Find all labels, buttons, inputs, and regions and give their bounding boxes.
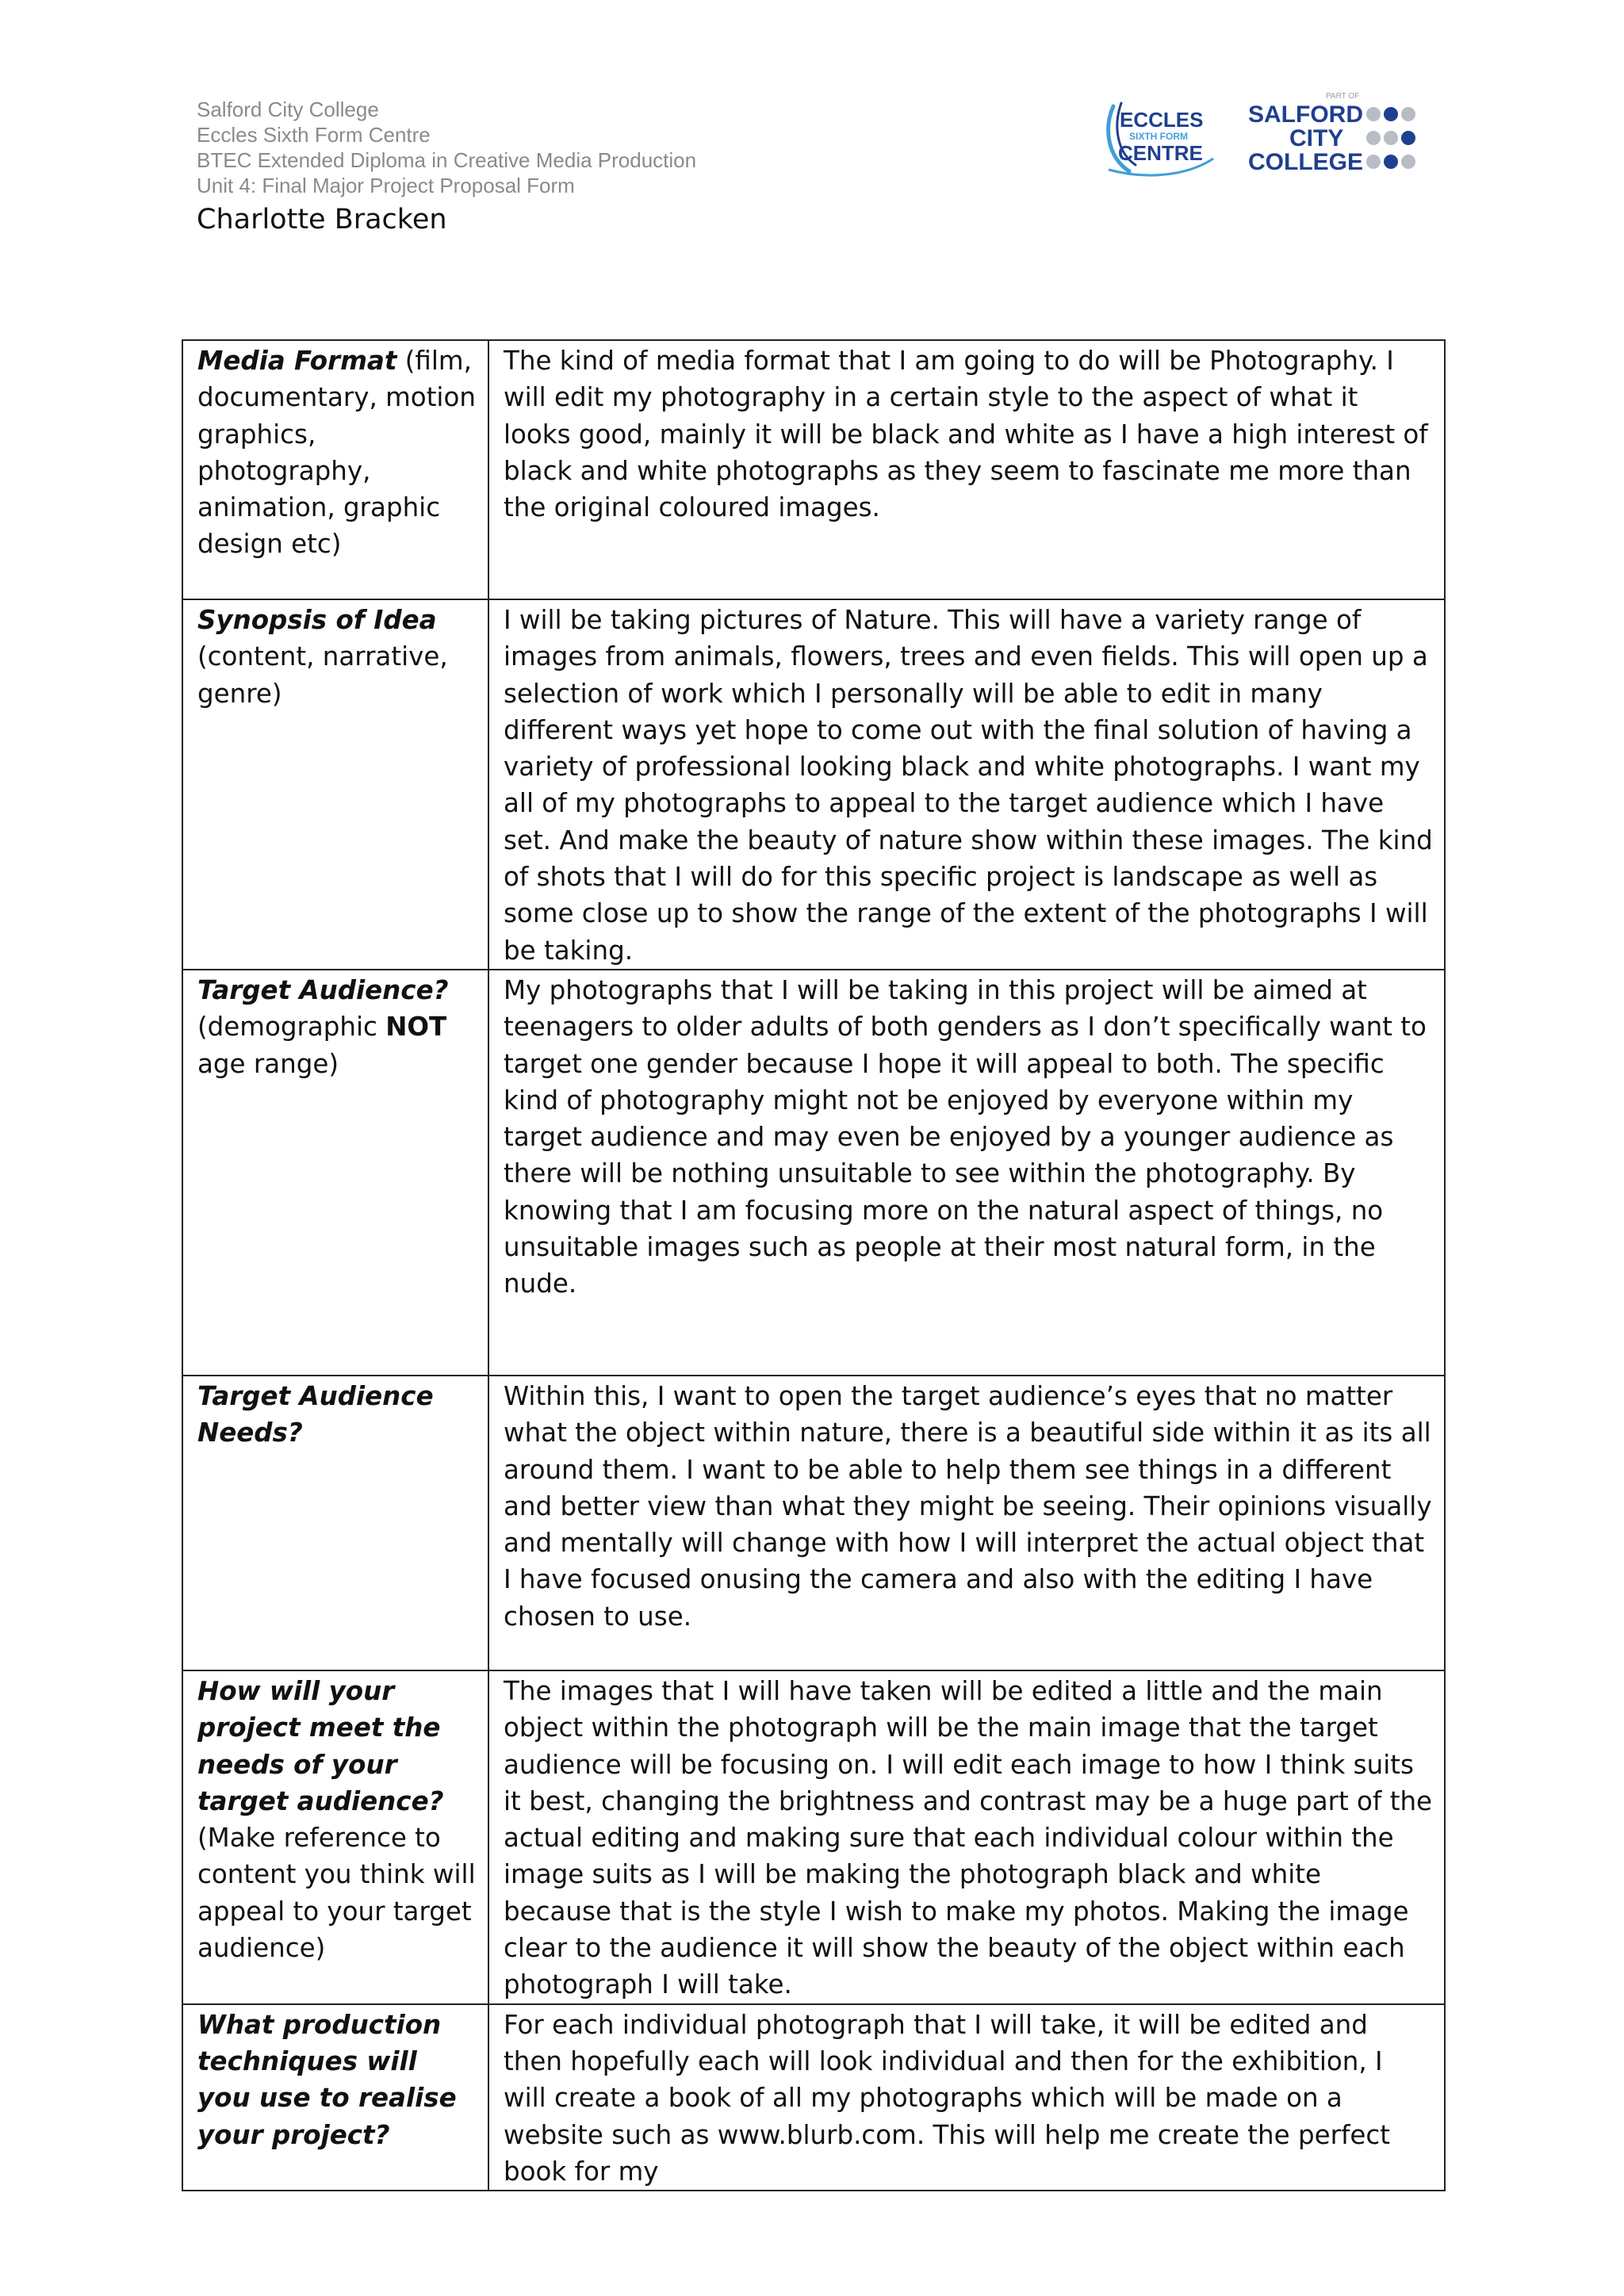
salford-logo-line1: SALFORD bbox=[1248, 101, 1363, 128]
label-meet-needs bbox=[182, 1670, 488, 2004]
label-media-format bbox=[182, 340, 488, 599]
logo-dot bbox=[1384, 107, 1398, 121]
label-strong: Media Format bbox=[197, 346, 397, 376]
answer-production-techniques: For each individual photograph that I will take, it will be edited and then hopefully each will look individual and then for the exhibition, I will create a book of all my photographs which will be made on a website such as www.blurb.com. This will help me create the perfect book for my bbox=[488, 2004, 1445, 2191]
label-rest: (Make reference to content you think will appeal to your target audience) bbox=[197, 1823, 476, 1964]
unit-title: Unit 4: Final Major Project Proposal Form bbox=[197, 174, 575, 197]
salford-logo-small: PART OF bbox=[1326, 92, 1360, 101]
label-rest: (content, narrative, genre) bbox=[197, 641, 448, 709]
eccles-logo-line3: CENTRE bbox=[1118, 141, 1203, 165]
logo-dot bbox=[1366, 155, 1381, 169]
label-strong: Synopsis of Idea bbox=[197, 605, 437, 635]
table-row-media-format bbox=[182, 340, 1445, 599]
table-row-production-techniques bbox=[182, 2004, 1445, 2191]
salford-logo-line2: CITY bbox=[1289, 125, 1344, 151]
document-header bbox=[197, 97, 990, 238]
label-strong: What production techniques will you use to realise your project? bbox=[197, 2009, 457, 2150]
label-audience-needs bbox=[182, 1376, 488, 1670]
course-name: BTEC Extended Diploma in Creative Media Production bbox=[197, 148, 697, 172]
answer-meet-needs: The images that I will have taken will be edited a little and the main object within the photograph will be the main image that the target audience will be focusing on. I will edit each image to how I think suits it best, changing the brightness and contrast may be a huge part of the actual editing and making sure that each individual colour within the image suits as I will be making the photograph black and white because that is the style I wish to make my photos. Making the image clear to the audience it will show the beauty of the object within each photograph I will take. bbox=[488, 1670, 1445, 2004]
logo-dot bbox=[1366, 107, 1381, 121]
eccles-logo-line2: SIXTH FORM bbox=[1129, 131, 1188, 142]
logo-dot bbox=[1401, 131, 1415, 145]
college-logos bbox=[1102, 87, 1435, 182]
label-strong: Target Audience Needs? bbox=[197, 1380, 434, 1448]
college-name: Salford City College bbox=[197, 98, 379, 121]
label-strong: Target Audience? bbox=[197, 974, 449, 1005]
author-name: Charlotte Bracken bbox=[197, 204, 447, 235]
answer-target-audience: My photographs that I will be taking in this project will be aimed at teenagers to older adults of both genders as I don’t specifically want to target one gender because I hope it will appeal to both. The specific kind of photography might not be enjoyed by everyone within my target audience and may even be enjoyed by a younger audience as there will be nothing unsuitable to see within the photography. By knowing that I am focusing more on the natural aspect of things, no unsuitable images such as people at their most natural form, in the nude. bbox=[488, 970, 1445, 1376]
proposal-form-table bbox=[182, 339, 1446, 2191]
label-emphasis: NOT bbox=[385, 1012, 447, 1043]
answer-media-format: The kind of media format that I am going to do will be Photography. I will edit my photography in a certain style to the aspect of what it looks good, mainly it will be black and white as I have a high interest of black and white photographs as they seem to fascinate me more than the original coloured images. bbox=[488, 340, 1445, 599]
table-row-audience-needs bbox=[182, 1376, 1445, 1670]
label-rest: (film, documentary, motion graphics, photography, animation, graphic design etc) bbox=[197, 346, 476, 560]
label-rest: age range) bbox=[197, 1048, 339, 1079]
logo-dot bbox=[1384, 131, 1398, 145]
table-row-target-audience bbox=[182, 970, 1445, 1376]
salford-logo-line3: COLLEGE bbox=[1248, 149, 1364, 175]
answer-synopsis: I will be taking pictures of Nature. This will have a variety range of images from animals, flowers, trees and even fields. This will open up a selection of work which I personally will be able to edit in many different ways yet hope to come out with the final solution of having a variety of professional looking black and white photographs. I want my all of my photographs to appeal to the target audience which I have set. And make the beauty of nature show within these images. The kind of shots that I will do for this specific project is landscape as well as some close up to show the range of the extent of the photographs I will be taking. bbox=[488, 599, 1445, 970]
centre-name: Eccles Sixth Form Centre bbox=[197, 123, 431, 147]
label-synopsis bbox=[182, 599, 488, 970]
logo-dot bbox=[1384, 155, 1398, 169]
logo-dot bbox=[1401, 155, 1415, 169]
table-row-meet-needs bbox=[182, 1670, 1445, 2004]
eccles-logo-line1: ECCLES bbox=[1120, 108, 1204, 132]
table-row-synopsis bbox=[182, 599, 1445, 970]
eccles-centre-logo bbox=[1109, 103, 1213, 175]
label-rest: (demographic bbox=[197, 1012, 386, 1043]
salford-city-college-logo bbox=[1248, 92, 1415, 175]
logo-dot bbox=[1401, 107, 1415, 121]
logo-dot bbox=[1366, 131, 1381, 145]
answer-audience-needs: Within this, I want to open the target audience’s eyes that no matter what the object within nature, there is a beautiful side within it as its all around them. I want to be able to help them see things in a different and better view than what they might be seeing. Their opinions visually and mentally will change with how I will interpret the actual object that I have focused onusing the camera and also with the editing I have chosen to use. bbox=[488, 1376, 1445, 1670]
label-target-audience bbox=[182, 970, 488, 1376]
label-strong: How will your project meet the needs of your target audience? bbox=[197, 1675, 444, 1816]
label-production-techniques bbox=[182, 2004, 488, 2191]
